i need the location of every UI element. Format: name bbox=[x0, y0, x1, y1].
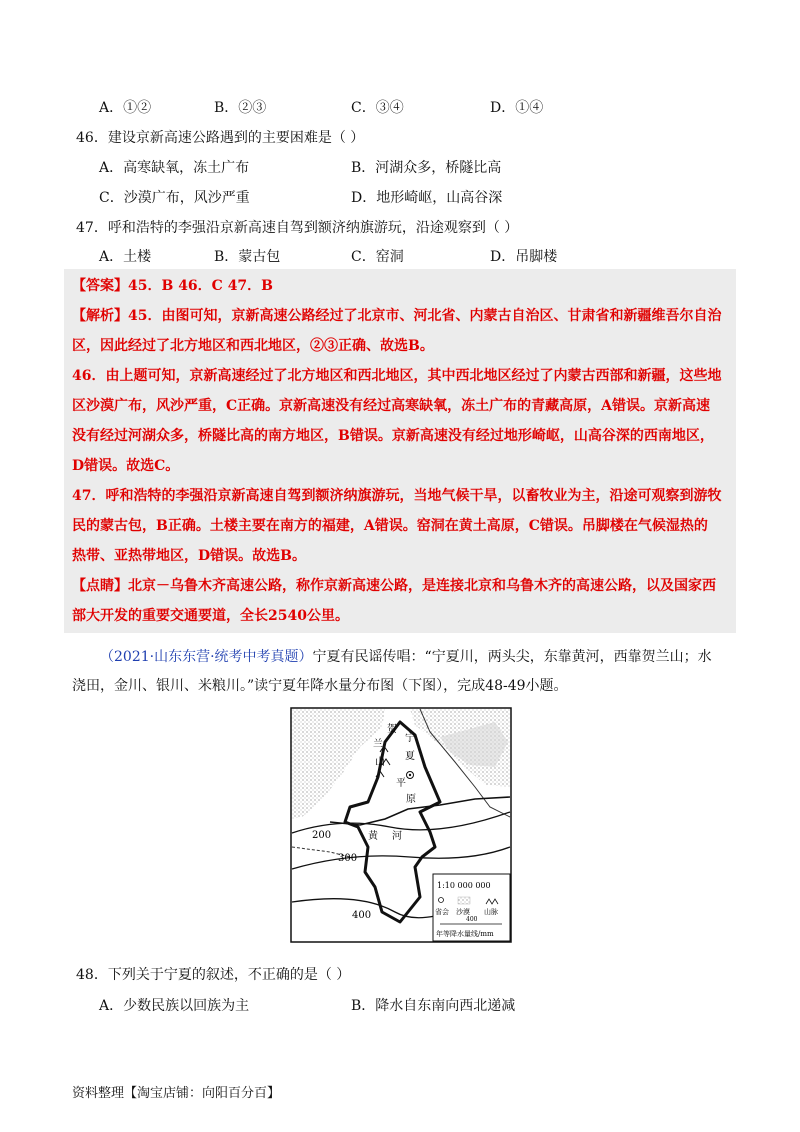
tip-line-1: 【点睛】北京－乌鲁木齐高速公路，称作京新高速公路，是连接北京和乌鲁木齐的高速公路，以及国家西 bbox=[72, 578, 716, 594]
label-lan: 兰 bbox=[373, 739, 383, 750]
analysis-line-9: 热带、亚热带地区，D错误。故选B。 bbox=[72, 548, 306, 564]
analysis-line-6: D错误。故选C。 bbox=[72, 458, 180, 474]
legend-iso-caption: 年等降水量线/mm bbox=[436, 930, 494, 938]
intro-line-2: 浇田，金川、银川、米粮川。”读宁夏年降水量分布图（下图），完成48-49小题。 bbox=[72, 678, 568, 694]
legend-desert-swatch bbox=[458, 897, 470, 904]
legend-iso-value: 400 bbox=[466, 916, 478, 923]
q47-stem: 47．呼和浩特的李强沿京新高速自驾到额济纳旗游玩，沿途观察到（ ） bbox=[76, 220, 519, 236]
intro-line-1 bbox=[100, 648, 712, 666]
q46-option-a: A．高寒缺氧，冻土广布 bbox=[99, 160, 250, 176]
q47-option-a: A．土楼 bbox=[99, 249, 152, 265]
q45-option-d: D．①④ bbox=[490, 100, 544, 116]
isohyet-label-200: 200 bbox=[312, 830, 332, 841]
q47-option-c: C．窑洞 bbox=[351, 249, 404, 265]
label-xia: 夏 bbox=[405, 751, 415, 762]
q48-option-a: A．少数民族以回族为主 bbox=[99, 998, 250, 1014]
isohyet-label-400: 400 bbox=[352, 910, 372, 921]
q47-option-b: B．蒙古包 bbox=[214, 249, 281, 265]
label-ning: 宁 bbox=[405, 733, 415, 744]
analysis-line-3: 46．由上题可知，京新高速经过了北方地区和西北地区，其中西北地区经过了内蒙古西部和新疆，这些地 bbox=[72, 368, 722, 384]
legend-desert: 沙漠 bbox=[456, 908, 470, 916]
label-huang: 黄 bbox=[368, 831, 378, 842]
label-yuan: 原 bbox=[406, 794, 416, 805]
analysis-line-1: 【解析】45．由图可知，京新高速公路经过了北京市、河北省、内蒙古自治区、甘肃省和新疆维吾尔自治 bbox=[72, 308, 722, 324]
analysis-line-2: 区，因此经过了北方地区和西北地区，②③正确、故选B。 bbox=[72, 338, 434, 354]
q46-option-c: C．沙漠广布，风沙严重 bbox=[99, 190, 250, 206]
intro-line-1-text: 宁夏有民谣传唱：“宁夏川，两头尖，东靠黄河，西靠贺兰山；水 bbox=[312, 649, 712, 665]
analysis-line-4: 区沙漠广布，风沙严重，C正确。京新高速没有经过高寒缺氧，冻土广布的青藏高原，A错误。京新高速 bbox=[72, 398, 711, 414]
analysis-line-8: 民的蒙古包，B正确。土楼主要在南方的福建，A错误。窑洞在黄土高原，C错误。吊脚楼在气候湿热的 bbox=[72, 518, 708, 534]
q45-option-c: C．③④ bbox=[351, 100, 404, 116]
isohyet-label-300: 300 bbox=[338, 853, 358, 864]
q46-stem: 46．建设京新高速公路遇到的主要困难是（ ） bbox=[76, 130, 365, 146]
label-he: 贺 bbox=[387, 724, 397, 735]
label-river: 河 bbox=[392, 831, 402, 842]
q48-stem: 48．下列关于宁夏的叙述，不正确的是（ ） bbox=[76, 967, 351, 983]
label-ping: 平 bbox=[396, 778, 406, 789]
q46-option-d: D．地形崎岖，山高谷深 bbox=[351, 190, 503, 206]
intro-source: （2021·山东东营·统考中考真题） bbox=[100, 649, 313, 665]
q47-option-d: D．吊脚楼 bbox=[490, 249, 558, 265]
page-footer: 资料整理【淘宝店铺：向阳百分百】 bbox=[72, 1086, 281, 1101]
analysis-line-7: 47．呼和浩特的李强沿京新高速自驾到额济纳旗游玩，当地气候干旱，以畜牧业为主，沿途可观察到游牧 bbox=[72, 488, 722, 504]
q45-option-a: A．①② bbox=[99, 100, 152, 116]
legend-mountain: 山脉 bbox=[484, 908, 498, 916]
q45-option-b: B．②③ bbox=[214, 100, 267, 116]
ningxia-precipitation-map bbox=[290, 707, 512, 943]
legend-capital-icon bbox=[439, 898, 444, 903]
q46-option-b: B．河湖众多，桥隧比高 bbox=[351, 160, 502, 176]
q48-option-b: B．降水自东南向西北递减 bbox=[351, 998, 516, 1014]
analysis-line-5: 没有经过河湖众多，桥隧比高的南方地区，B错误。京新高速没有经过地形崎岖，山高谷深的西南地区， bbox=[72, 428, 714, 444]
legend-scale: 1:10 000 000 bbox=[437, 881, 491, 890]
map-legend bbox=[433, 874, 510, 941]
label-shan: 山 bbox=[375, 757, 385, 768]
legend-capital: 省会 bbox=[435, 908, 449, 916]
answer-line: 【答案】45．B 46．C 47．B bbox=[72, 278, 274, 294]
tip-line-2: 部大开发的重要交通要道，全长2540公里。 bbox=[72, 608, 349, 624]
